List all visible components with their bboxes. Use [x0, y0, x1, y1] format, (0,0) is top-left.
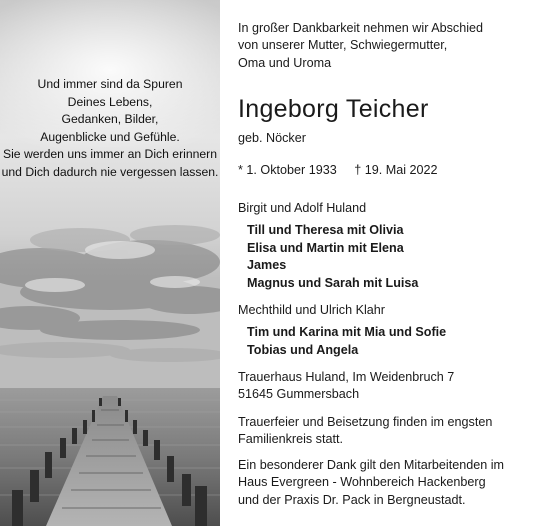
- intro-line: Oma und Uroma: [238, 55, 332, 70]
- family-member: Magnus und Sarah mit Luisa: [247, 275, 419, 290]
- address-line: Trauerhaus Huland, Im Weidenbruch 7: [238, 370, 455, 384]
- thanks-line: Ein besonderer Dank gilt den Mitarbeitenden im: [238, 458, 505, 472]
- deceased-name: Ingeborg Teicher: [238, 95, 429, 123]
- birth-name: geb. Nöcker: [238, 131, 306, 145]
- birth-date: * 1. Oktober 1933: [238, 163, 337, 177]
- family-member: Tobias und Angela: [247, 342, 359, 357]
- intro-text: [238, 20, 483, 72]
- family-member: Elisa und Martin mit Elena: [247, 240, 404, 255]
- family-group: [238, 302, 446, 359]
- ceremony-line: Trauerfeier und Beisetzung finden im engsten: [238, 415, 493, 429]
- thanks-line: und der Praxis Dr. Pack in Bergneustadt.: [238, 492, 466, 507]
- intro-line: In großer Dankbarkeit nehmen wir Abschied: [238, 21, 483, 35]
- poem-line: Und immer sind da Spuren: [37, 77, 183, 91]
- poem: [0, 76, 220, 181]
- thanks-line: Haus Evergreen - Wohnbereich Hackenberg: [238, 475, 486, 490]
- ceremony-line: Familienkreis statt.: [238, 432, 343, 447]
- address-line: 51645 Gummersbach: [238, 387, 360, 402]
- thanks-note: [238, 457, 504, 509]
- mourning-house-address: [238, 369, 454, 404]
- intro-line: von unserer Mutter, Schwiegermutter,: [238, 38, 448, 53]
- poem-line: Augenblicke und Gefühle.: [40, 129, 180, 144]
- family-head: Mechthild und Ulrich Klahr: [238, 303, 385, 317]
- ceremony-note: [238, 414, 492, 449]
- poem-line: Gedanken, Bilder,: [61, 112, 159, 126]
- family-member: James: [247, 258, 287, 273]
- family-member: Till und Theresa mit Olivia: [247, 223, 404, 238]
- family-head: Birgit und Adolf Huland: [238, 201, 367, 215]
- family-member: Tim und Karina mit Mia und Sofie: [247, 325, 447, 340]
- poem-line: und Dich dadurch nie vergessen lassen.: [1, 164, 219, 179]
- life-dates: [238, 162, 438, 179]
- poem-line: Sie werden uns immer an Dich erinnern: [2, 147, 218, 161]
- death-date: † 19. Mai 2022: [354, 163, 438, 177]
- poem-line: Deines Lebens,: [67, 94, 153, 109]
- jetty-photo: [0, 0, 220, 526]
- family-group: [238, 200, 418, 292]
